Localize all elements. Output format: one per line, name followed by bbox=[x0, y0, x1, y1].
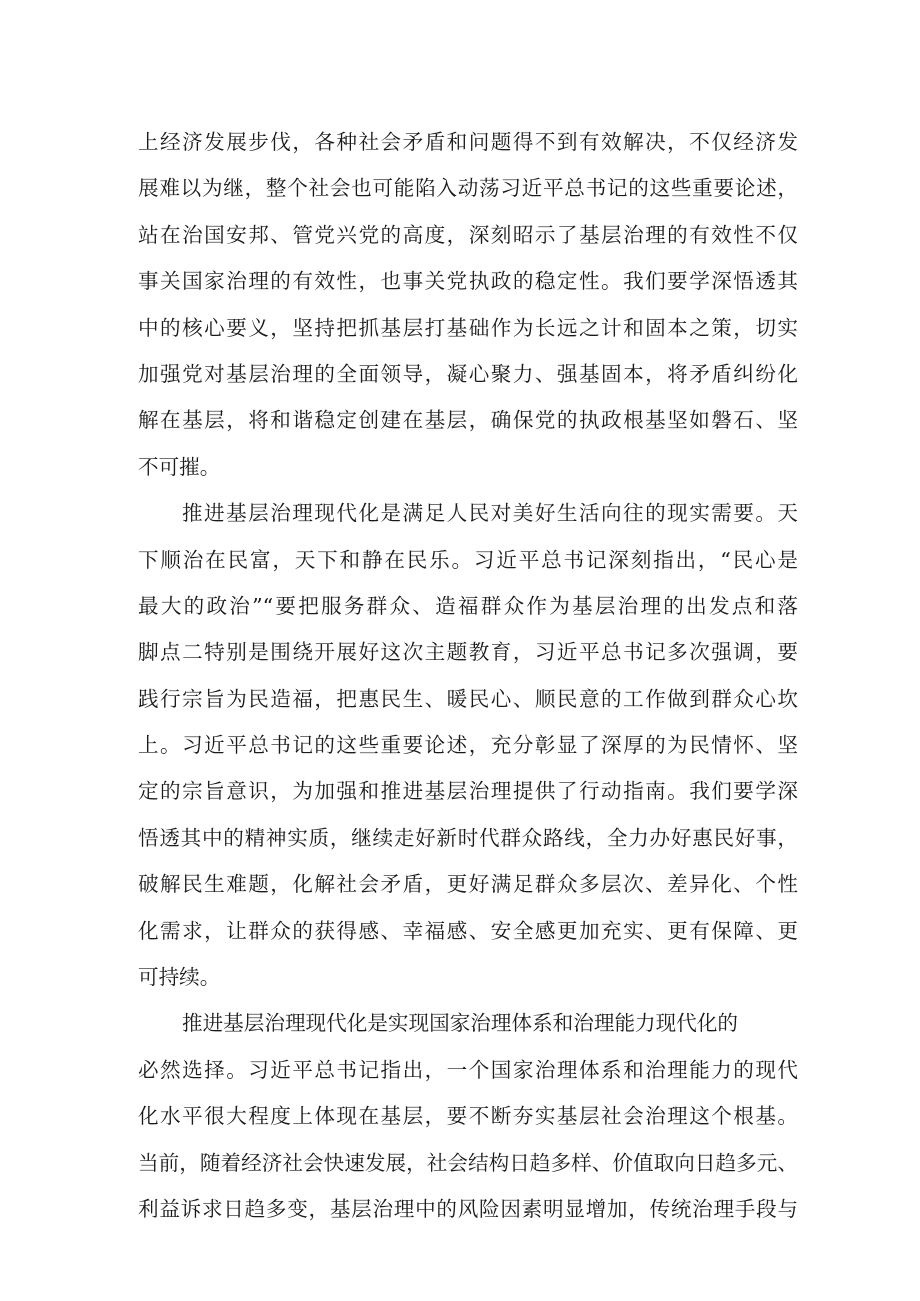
paragraph-line: 站在治国安邦、管党兴党的高度，深刻昭示了基层治理的有效性不仅 bbox=[138, 222, 798, 247]
paragraph-line: 展难以为继，整个社会也可能陷入动荡习近平总书记的这些重要论述， bbox=[138, 176, 798, 201]
paragraph-line: 可持续。 bbox=[138, 965, 221, 990]
paragraph-line: 解在基层，将和谐稳定创建在基层，确保党的执政根基坚如磐石、坚 bbox=[138, 408, 798, 433]
paragraph-line: 加强党对基层治理的全面领导，凝心聚力、强基固本，将矛盾纠纷化 bbox=[138, 361, 798, 386]
paragraph-line: 下顺治在民富，天下和静在民乐。习近平总书记深刻指出，“民心是 bbox=[138, 547, 798, 572]
paragraph-2 bbox=[138, 490, 798, 1000]
paragraph-line: 脚点二特别是围绕开展好这次主题教育，习近平总书记多次强调，要 bbox=[138, 640, 798, 665]
document-body bbox=[138, 119, 798, 1232]
paragraph-line: 当前，随着经济社会快速发展，社会结构日趋多样、价值取向日趋多元、 bbox=[138, 1150, 798, 1175]
paragraph-line: 上。习近平总书记的这些重要论述，充分彰显了深厚的为民情怀、坚 bbox=[138, 733, 798, 758]
paragraph-line: 破解民生难题，化解社会矛盾，更好满足群众多层次、差异化、个性 bbox=[138, 872, 798, 897]
paragraph-line: 定的宗旨意识，为加强和推进基层治理提供了行动指南。我们要学深 bbox=[138, 779, 798, 804]
paragraph-line: 利益诉求日趋多变，基层治理中的风险因素明显增加，传统治理手段与 bbox=[138, 1196, 798, 1221]
paragraph-line: 最大的政治”“要把服务群众、造福群众作为基层治理的出发点和落 bbox=[138, 593, 798, 618]
paragraph-3 bbox=[138, 1000, 798, 1232]
paragraph-line: 践行宗旨为民造福，把惠民生、暖民心、顺民意的工作做到群众心坎 bbox=[138, 686, 798, 711]
paragraph-line: 推进基层治理现代化是满足人民对美好生活向往的现实需要。天 bbox=[182, 501, 798, 526]
paragraph-line: 化需求，让群众的获得感、幸福感、安全感更加充实、更有保障、更 bbox=[138, 918, 798, 943]
paragraph-line: 上经济发展步伐，各种社会矛盾和问题得不到有效解决，不仅经济发 bbox=[138, 130, 798, 154]
paragraph-line: 事关国家治理的有效性，也事关党执政的稳定性。我们要学深悟透其 bbox=[138, 269, 798, 294]
paragraph-line: 推进基层治理现代化是实现国家治理体系和治理能力现代化的 bbox=[182, 1011, 739, 1036]
paragraph-line: 必然选择。习近平总书记指出，一个国家治理体系和治理能力的现代 bbox=[138, 1057, 798, 1082]
paragraph-line: 中的核心要义，坚持把抓基层打基础作为长远之计和固本之策，切实 bbox=[138, 315, 798, 340]
paragraph-1 bbox=[138, 119, 798, 490]
paragraph-line: 不可摧。 bbox=[138, 454, 221, 479]
paragraph-line: 化水平很大程度上体现在基层，要不断夯实基层社会治理这个根基。 bbox=[138, 1104, 798, 1129]
paragraph-line: 悟透其中的精神实质，继续走好新时代群众路线，全力办好惠民好事， bbox=[138, 825, 798, 850]
